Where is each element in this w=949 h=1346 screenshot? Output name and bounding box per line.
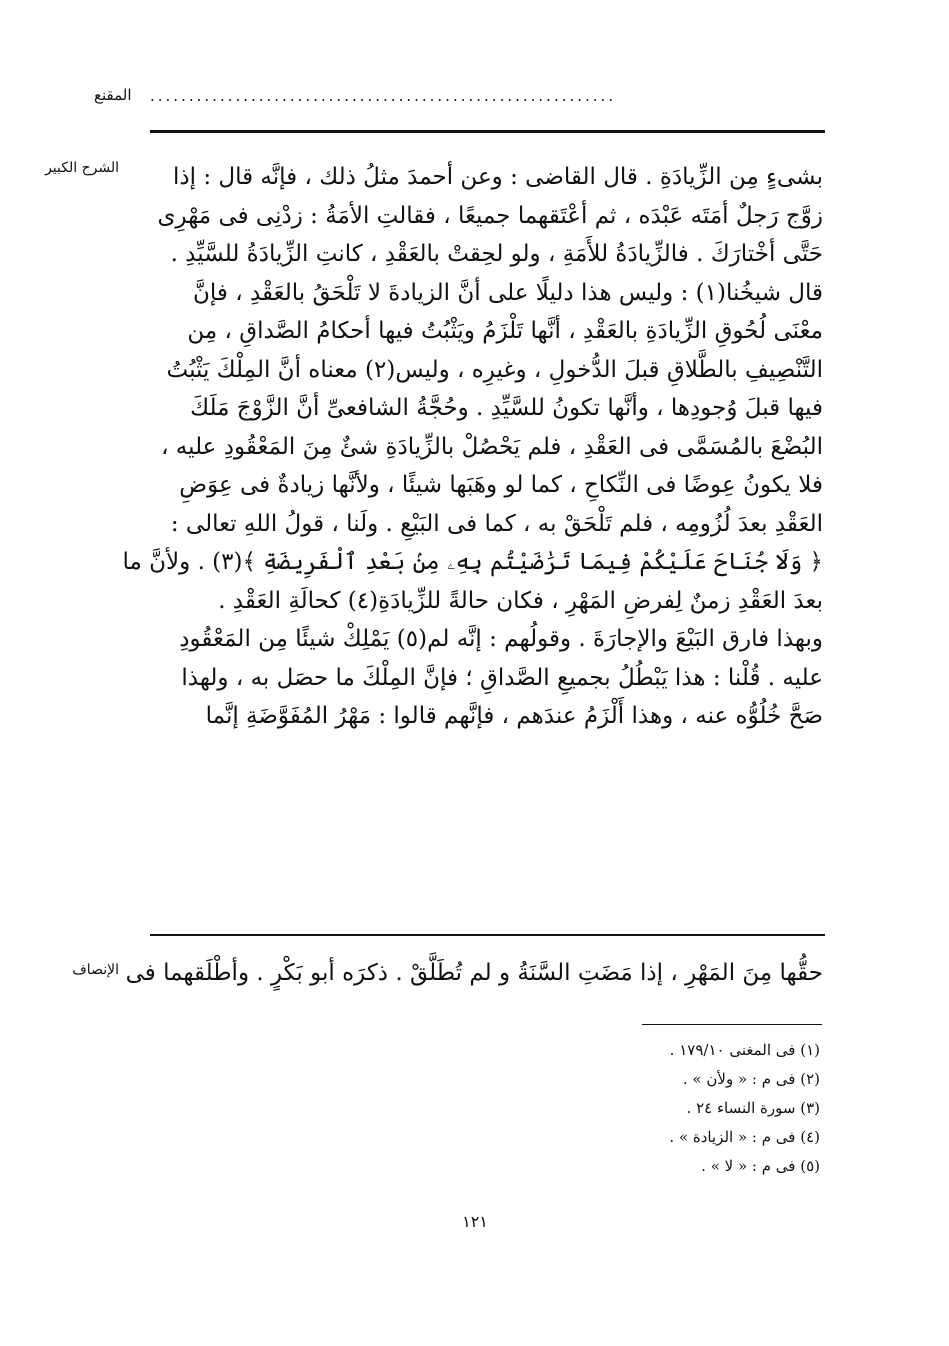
text-line: فلا يكونُ عِوضًا فى النِّكاحِ ، كما لو وهَبَها شيئًا ، ولأنَّها زيادةٌ فى عِوَضِ xyxy=(179,472,823,498)
text-line: صَحَّ خُلُوُّه عنه ، وهذا أَلْزَمُ عندَهم ، فإنَّهم قالوا : مَهْرُ المُفَوَّضَةِ إنَّما xyxy=(205,703,823,729)
text-line: حَتَّى أخْتارَكَ . فالزِّيادَةُ للأَمَةِ ، ولو لحِقتْ بالعَقْدِ ، كانتِ الزِّيادَةُ للسَّيِّدِ . xyxy=(170,241,823,267)
footnote-item: (٣) سورة النساء ٢٤ . xyxy=(686,1099,820,1117)
text-line: عليه . قُلْنا : هذا يَبْطُلُ بجميعِ الصَّداقِ ؛ فإنَّ المِلْكَ ما حصَل به ، ولهذا xyxy=(181,664,823,691)
text-line: البُضْعَ بالمُسَمَّى فى العَقْدِ ، فلم يَحْصُلْ بالزِّيادَةِ شئٌ مِنَ المَعْقُودِ عليه ، xyxy=(161,433,823,460)
text-line: قال شيخُنا(١) : وليس هذا دليلًا على أنَّ الزيادةَ لا تَلْحَقُ بالعَقْدِ ، فإنَّ xyxy=(193,279,823,306)
main-commentary-text xyxy=(122,158,823,736)
text-line: التَّنْصِيفِ بالطَّلاقِ قبلَ الدُّخولِ ، وغيرِه ، وليس(٢) معناه أنَّ المِلْكَ يَثْبُتُ xyxy=(166,356,823,383)
text-line: وبهذا فارق البَيْعَ والإجارَةَ . وقولُهم : إنَّه لم(٥) يَمْلِكْ شيئًا مِن المَعْقُودِ xyxy=(179,626,823,652)
text-line: بشىءٍ مِن الزِّيادَةِ . قال القاضى : وعن أحمدَ مثلُ ذلك ، فإنَّه قال : إذا xyxy=(173,164,823,190)
section-divider xyxy=(150,934,825,936)
text-line: بعدَ العَقْدِ زمنٌ لِفرضِ المَهْرِ ، فكان حالةً للزِّيادَةِ(٤) كحالَةِ العَقْدِ . xyxy=(218,587,823,614)
footnote-item: (٤) فى م : « الزيادة » . xyxy=(669,1128,820,1146)
text-line: فيها قبلَ وُجودِها ، وأنَّها تكونُ للسَّيِّدِ . وحُجَّةُ الشافعىِّ أنَّ الزَّوْجَ مَلَكَ xyxy=(190,395,823,421)
running-title: المقنع xyxy=(94,86,132,104)
footnote-item: (٥) فى م : « لا » . xyxy=(701,1157,820,1175)
margin-label-insaf: الإنصاف xyxy=(72,962,119,978)
quran-verse-line: ﴿ وَلَا جُنَاحَ عَلَيْكُمْ فِيمَا تَرَٰضَيْتُم بِهِۦ مِنۢ بَعْدِ ٱلْفَرِيضَةِ ﴾(٣) . ولأنَّ ما xyxy=(122,549,823,575)
insaf-text-line: حقُّها مِنَ المَهْرِ ، إذا مَضَتِ السَّنَةُ و لم تُطَلَّقْ . ذكرَه أبو بَكْرٍ . وأطْلَقهما فى xyxy=(125,960,823,986)
footnotes xyxy=(420,1036,820,1181)
header-dot-leader: ............................................................ xyxy=(150,87,617,105)
footnote-rule xyxy=(642,1024,822,1025)
margin-label-sharh: الشرح الكبير xyxy=(45,160,119,176)
footnote-item: (٢) فى م : « ولأن » . xyxy=(682,1070,820,1088)
text-line: زوَّج رَجلٌ أمَتَه عَبْدَه ، ثم أعْتَقهما جميعًا ، فقالتِ الأمَةُ : زدْنِى فى مَهْرِى xyxy=(157,202,823,229)
header-rule xyxy=(150,130,825,133)
text-line: العَقْدِ بعدَ لُزُومِه ، فلم تَلْحَقْ به ، كما فى البَيْعِ . ولَنا ، قولُ اللهِ تعالى : xyxy=(170,510,823,537)
text-line: معْنَى لُحُوقِ الزِّيادَةِ بالعَقْدِ ، أنَّها تَلْزَمُ ويَثْبُتُ فيها أحكامُ الصَّداقِ ، مِن xyxy=(187,318,823,344)
page-number: ١٢١ xyxy=(462,1212,488,1231)
footnote-item: (١) فى المغنى ١٧٩/١٠ . xyxy=(669,1041,820,1059)
